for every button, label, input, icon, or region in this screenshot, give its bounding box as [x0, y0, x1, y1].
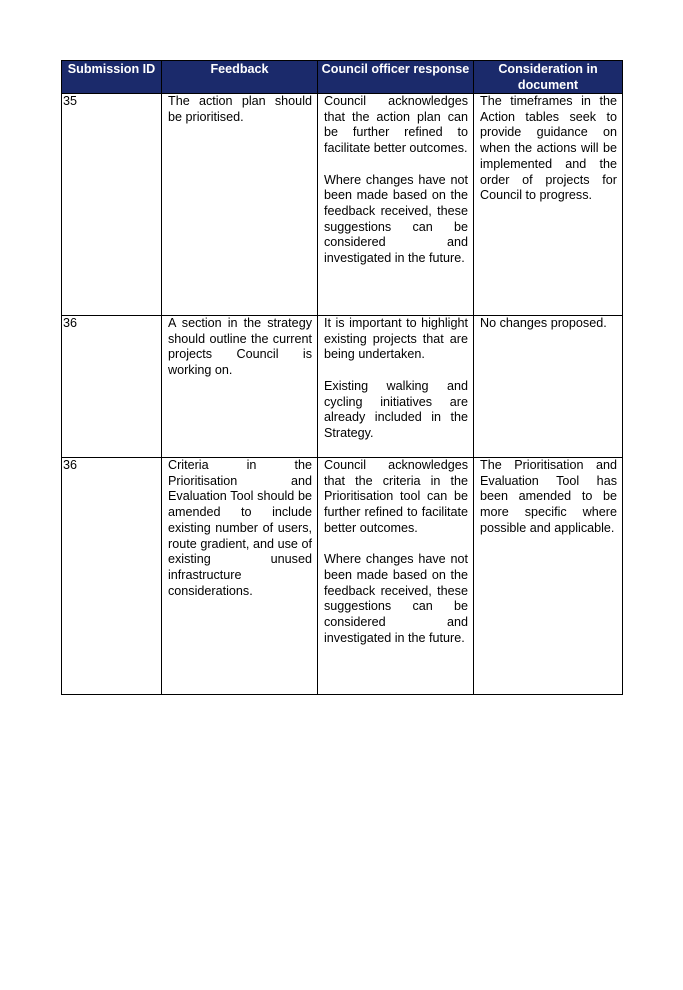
consultation-feedback-table: [61, 60, 623, 695]
feedback-text: The action plan should be prioritised.: [168, 94, 312, 124]
consideration-text: No changes proposed.: [480, 316, 607, 330]
response-paragraph: Where changes have not been made based on the feedback received, these suggestions can be considered and investigated in the future.: [324, 172, 468, 266]
response-paragraph: Existing walking and cycling initiatives are already included in the Strategy.: [324, 378, 468, 440]
submission-id-cell: 36: [62, 458, 162, 695]
feedback-text: A section in the strategy should outline the current projects Council is working on.: [168, 316, 312, 378]
response-cell: [318, 316, 474, 458]
feedback-cell: [162, 458, 318, 695]
table-row: [62, 316, 623, 458]
response-paragraph: Council acknowledges that the action plan can be further refined to facilitate better outcomes.: [324, 94, 468, 156]
table-body: [62, 94, 623, 695]
consideration-cell: [474, 316, 623, 458]
response-paragraph: Where changes have not been made based on the feedback received, these suggestions can be considered and investigated in the future.: [324, 552, 468, 645]
response-paragraph: Council acknowledges that the criteria in the Prioritisation tool can be further refined to facilitate better outcomes.: [324, 458, 468, 535]
feedback-cell: [162, 94, 318, 316]
header-submission-id: Submission ID: [62, 61, 162, 94]
header-council-officer-response: Council officer response: [318, 61, 474, 94]
table-row: [62, 458, 623, 695]
feedback-cell: [162, 316, 318, 458]
consideration-cell: [474, 458, 623, 695]
response-paragraph: It is important to highlight existing projects that are being undertaken.: [324, 316, 468, 362]
response-cell: [318, 458, 474, 695]
submission-id-cell: 36: [62, 316, 162, 458]
header-feedback: Feedback: [162, 61, 318, 94]
feedback-text: Criteria in the Prioritisation and Evaluation Tool should be amended to include existing number of users, route gradient, and use of existing unused infrastructure considerations.: [168, 458, 312, 598]
header-consideration-in-document: Consideration in document: [474, 61, 623, 94]
response-cell: [318, 94, 474, 316]
consideration-text: The Prioritisation and Evaluation Tool has been amended to be more specific where possible and applicable.: [480, 458, 617, 535]
consideration-cell: [474, 94, 623, 316]
header-row: [62, 61, 623, 94]
consideration-text: The timeframes in the Action tables seek to provide guidance on when the actions will be implemented and the order of projects for Council to progress.: [480, 94, 617, 203]
submission-id-cell: 35: [62, 94, 162, 316]
table-header: [62, 61, 623, 94]
table-row: [62, 94, 623, 316]
